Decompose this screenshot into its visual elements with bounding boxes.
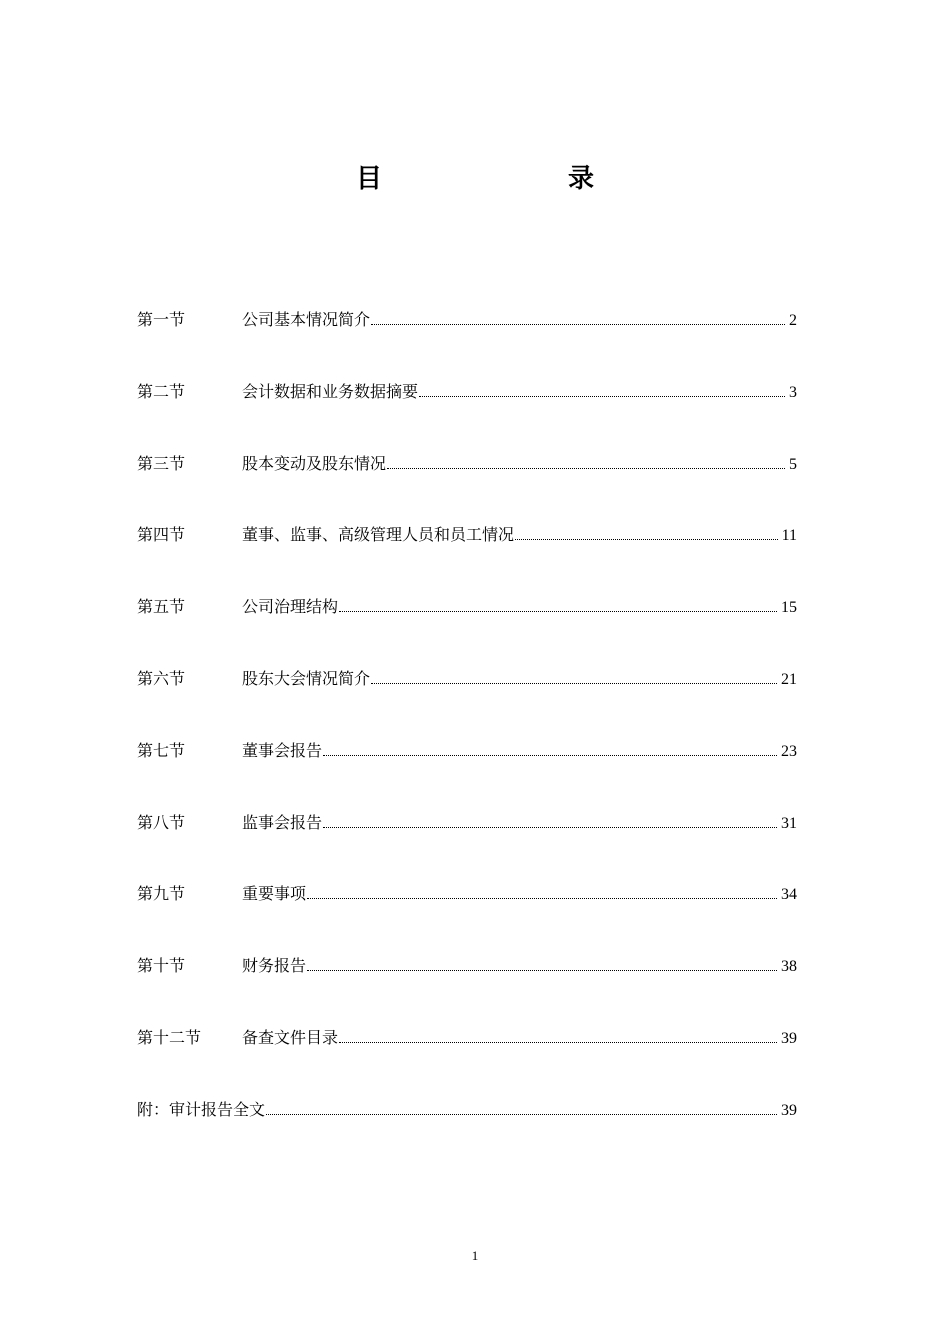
table-of-contents: [137, 302, 803, 1164]
toc-entry[interactable]: [137, 876, 803, 912]
toc-page-number: 39: [781, 1101, 797, 1119]
toc-dot-leader: [339, 599, 777, 612]
toc-section-label: 第一节: [137, 310, 186, 329]
toc-page-number: 21: [781, 670, 797, 688]
toc-dot-leader: [419, 384, 785, 397]
toc-section-label: 第四节: [137, 525, 186, 545]
toc-appendix-entry[interactable]: [137, 1092, 803, 1128]
toc-entry[interactable]: [137, 446, 803, 482]
toc-entry-title: 公司治理结构: [242, 597, 339, 617]
toc-dot-leader: [266, 1102, 777, 1115]
toc-dot-leader: [307, 958, 777, 971]
toc-page-number: 5: [789, 455, 797, 473]
page-number: 1: [471, 1248, 479, 1263]
toc-entry[interactable]: [137, 1020, 803, 1056]
toc-page-number: 11: [781, 527, 797, 545]
toc-page-number: 3: [789, 383, 797, 401]
toc-section-label: 第十二节: [137, 1027, 202, 1047]
toc-dot-leader: [515, 527, 778, 540]
toc-dot-leader: [387, 456, 785, 469]
toc-entry-title: 财务报告: [242, 956, 307, 976]
toc-entry[interactable]: [137, 661, 803, 697]
toc-dot-leader: [307, 886, 777, 899]
toc-section-label: 第六节: [137, 668, 186, 688]
toc-section-label: 第三节: [137, 453, 186, 473]
toc-entry[interactable]: [137, 374, 803, 410]
toc-entry[interactable]: [137, 302, 803, 338]
toc-entry-title: 公司基本情况简介: [242, 310, 371, 329]
toc-section-label: 第九节: [137, 884, 186, 904]
toc-dot-leader: [371, 312, 785, 325]
toc-entry[interactable]: [137, 733, 803, 769]
toc-entry-title: 会计数据和业务数据摘要: [242, 381, 419, 401]
toc-dot-leader: [323, 743, 777, 756]
toc-page-number: 38: [781, 958, 797, 976]
toc-page-number: 2: [789, 312, 797, 329]
toc-dot-leader: [371, 671, 777, 684]
toc-entry-title: 董事会报告: [242, 740, 323, 760]
toc-entry-title: 股本变动及股东情况: [242, 453, 387, 473]
toc-entry-title: 重要事项: [242, 884, 307, 904]
toc-entry[interactable]: [137, 517, 803, 553]
toc-entry-title: 监事会报告: [242, 812, 323, 832]
toc-dot-leader: [323, 815, 777, 828]
page-title: 目 录: [355, 164, 674, 194]
toc-section-label: 第二节: [137, 381, 186, 401]
toc-section-label: 第八节: [137, 812, 186, 832]
toc-entry[interactable]: [137, 948, 803, 984]
toc-dot-leader: [339, 1030, 777, 1043]
toc-entry-title: 备查文件目录: [242, 1027, 339, 1047]
toc-page-number: 34: [781, 886, 797, 904]
toc-section-label: 第七节: [137, 740, 186, 760]
toc-page-number: 39: [781, 1029, 797, 1047]
toc-appendix-title: 附：审计报告全文: [137, 1099, 266, 1119]
toc-entry[interactable]: [137, 589, 803, 625]
toc-page-number: 23: [781, 742, 797, 760]
toc-section-label: 第五节: [137, 597, 186, 617]
toc-section-label: 第十节: [137, 956, 186, 976]
toc-page-number: 15: [781, 599, 797, 617]
toc-page-number: 31: [781, 814, 797, 832]
toc-entry-title: 股东大会情况简介: [242, 668, 371, 688]
toc-entry[interactable]: [137, 805, 803, 841]
toc-entry-title: 董事、监事、高级管理人员和员工情况: [242, 525, 515, 545]
